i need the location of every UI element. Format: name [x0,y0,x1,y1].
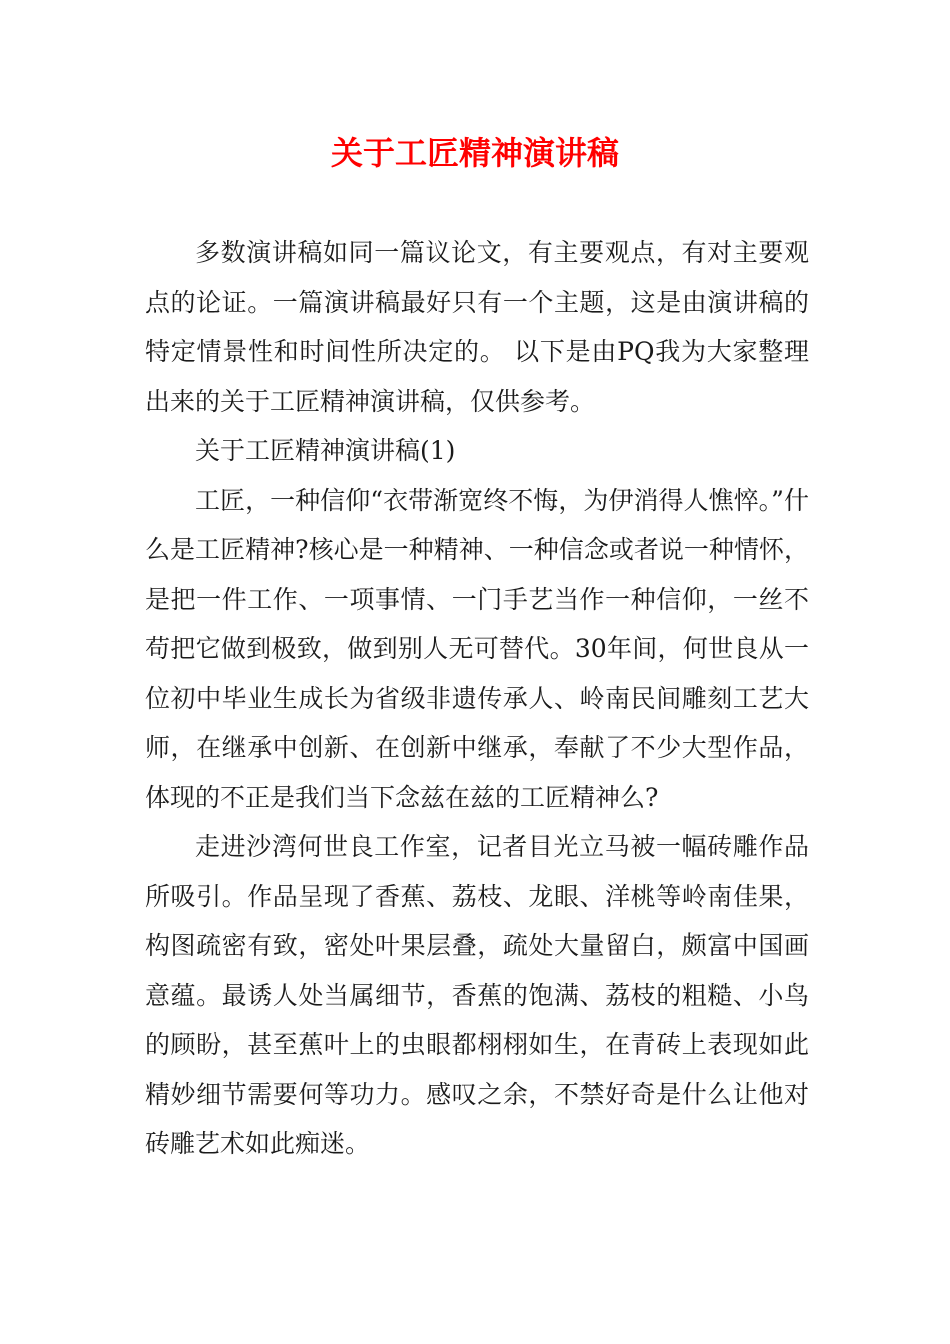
body-paragraph: 走进沙湾何世良工作室，记者目光立马被一幅砖雕作品所吸引。作品呈现了香蕉、荔枝、龙眼、洋桃等岭南佳果，构图疏密有致，密处叶果层叠，疏处大量留白，颇富中国画意蕴。最诱人处当属细节，香蕉的饱满、荔枝的粗糙、小鸟的顾盼，甚至蕉叶上的虫眼都栩栩如生，在青砖上表现如此精妙细节需要何等功力。感叹之余，不禁好奇是什么让他对砖雕艺术如此痴迷。 [145,832,809,1158]
document-title: 关于工匠精神演讲稿 [330,134,619,172]
document-body [145,228,809,1169]
body-paragraph: 工匠，一种信仰“衣带渐宽终不悔，为伊消得人憔悴。”什么是工匠精神?核心是一种精神、一种信念或者说一种情怀，是把一件工作、一项事情、一门手艺当作一种信仰，一丝不苟把它做到极致，做到别人无可替代。30年间，何世良从一位初中毕业生成长为省级非遗传承人、岭南民间雕刻工艺大师，在继承中创新、在创新中继承，奉献了不少大型作品，体现的不正是我们当下念兹在兹的工匠精神么? [145,485,809,812]
section-heading: 关于工匠精神演讲稿(1) [195,436,456,465]
intro-paragraph: 多数演讲稿如同一篇议论文，有主要观点，有对主要观点的论证。一篇演讲稿最好只有一个主题，这是由演讲稿的特定情景性和时间性所决定的。 以下是由PQ我为大家整理出来的关于工匠精神演讲稿，仅供参考。 [145,238,809,416]
